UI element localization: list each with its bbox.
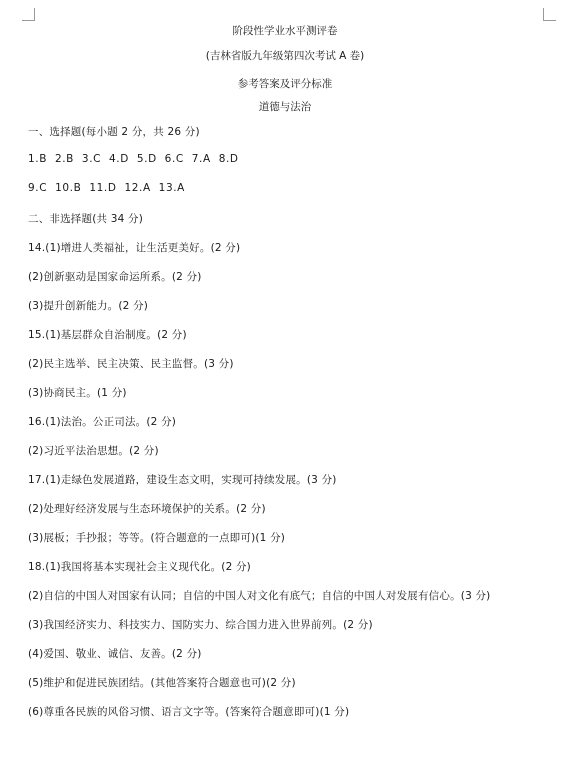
answer-line: (2)创新驱动是国家命运所系。(2 分) [28, 271, 202, 283]
answer-line: (3)我国经济实力、科技实力、国防实力、综合国力进入世界前列。(2 分) [28, 619, 373, 631]
page-corner-mark-left [22, 8, 35, 21]
answer-line: 15.(1)基层群众自治制度。(2 分) [28, 329, 187, 341]
answer-line: (2)自信的中国人对国家有认同；自信的中国人对文化有底气；自信的中国人对发展有信心。(3 分) [28, 590, 491, 602]
document-subtitle: (吉林省版九年级第四次考试 A 卷) [205, 50, 365, 62]
section-heading-nonchoice: 二、非选择题(共 34 分) [28, 213, 144, 225]
choice-answers-row-1: 1.B 2.B 3.C 4.D 5.D 6.C 7.A 8.D [28, 153, 239, 165]
answer-line: (6)尊重各民族的风俗习惯、语言文字等。(答案符合题意即可)(1 分) [28, 706, 350, 718]
answer-line: (2)习近平法治思想。(2 分) [28, 445, 159, 457]
answer-line: (3)提升创新能力。(2 分) [28, 300, 149, 312]
subject-title: 道德与法治 [258, 101, 312, 113]
answer-line: (5)维护和促进民族团结。(其他答案符合题意也可)(2 分) [28, 677, 296, 689]
answer-line: 14.(1)增进人类福祉，让生活更美好。(2 分) [28, 242, 241, 254]
answer-key-title: 参考答案及评分标准 [237, 78, 333, 90]
choice-answers-row-2: 9.C 10.B 11.D 12.A 13.A [28, 182, 185, 194]
answer-line: (2)民主选举、民主决策、民主监督。(3 分) [28, 358, 234, 370]
document-title: 阶段性学业水平测评卷 [232, 25, 338, 37]
answer-line: (2)处理好经济发展与生态环境保护的关系。(2 分) [28, 503, 266, 515]
page-corner-mark-right [543, 8, 556, 21]
answer-line: (4)爱国、敬业、诚信、友善。(2 分) [28, 648, 202, 660]
answer-line: 16.(1)法治。公正司法。(2 分) [28, 416, 177, 428]
answer-line: (3)协商民主。(1 分) [28, 387, 127, 399]
answer-line: 17.(1)走绿色发展道路，建设生态文明，实现可持续发展。(3 分) [28, 474, 337, 486]
answer-line: (3)展板；手抄报；等等。(符合题意的一点即可)(1 分) [28, 532, 286, 544]
answer-line: 18.(1)我国将基本实现社会主义现代化。(2 分) [28, 561, 251, 573]
section-heading-choice: 一、选择题(每小题 2 分，共 26 分) [28, 126, 200, 138]
